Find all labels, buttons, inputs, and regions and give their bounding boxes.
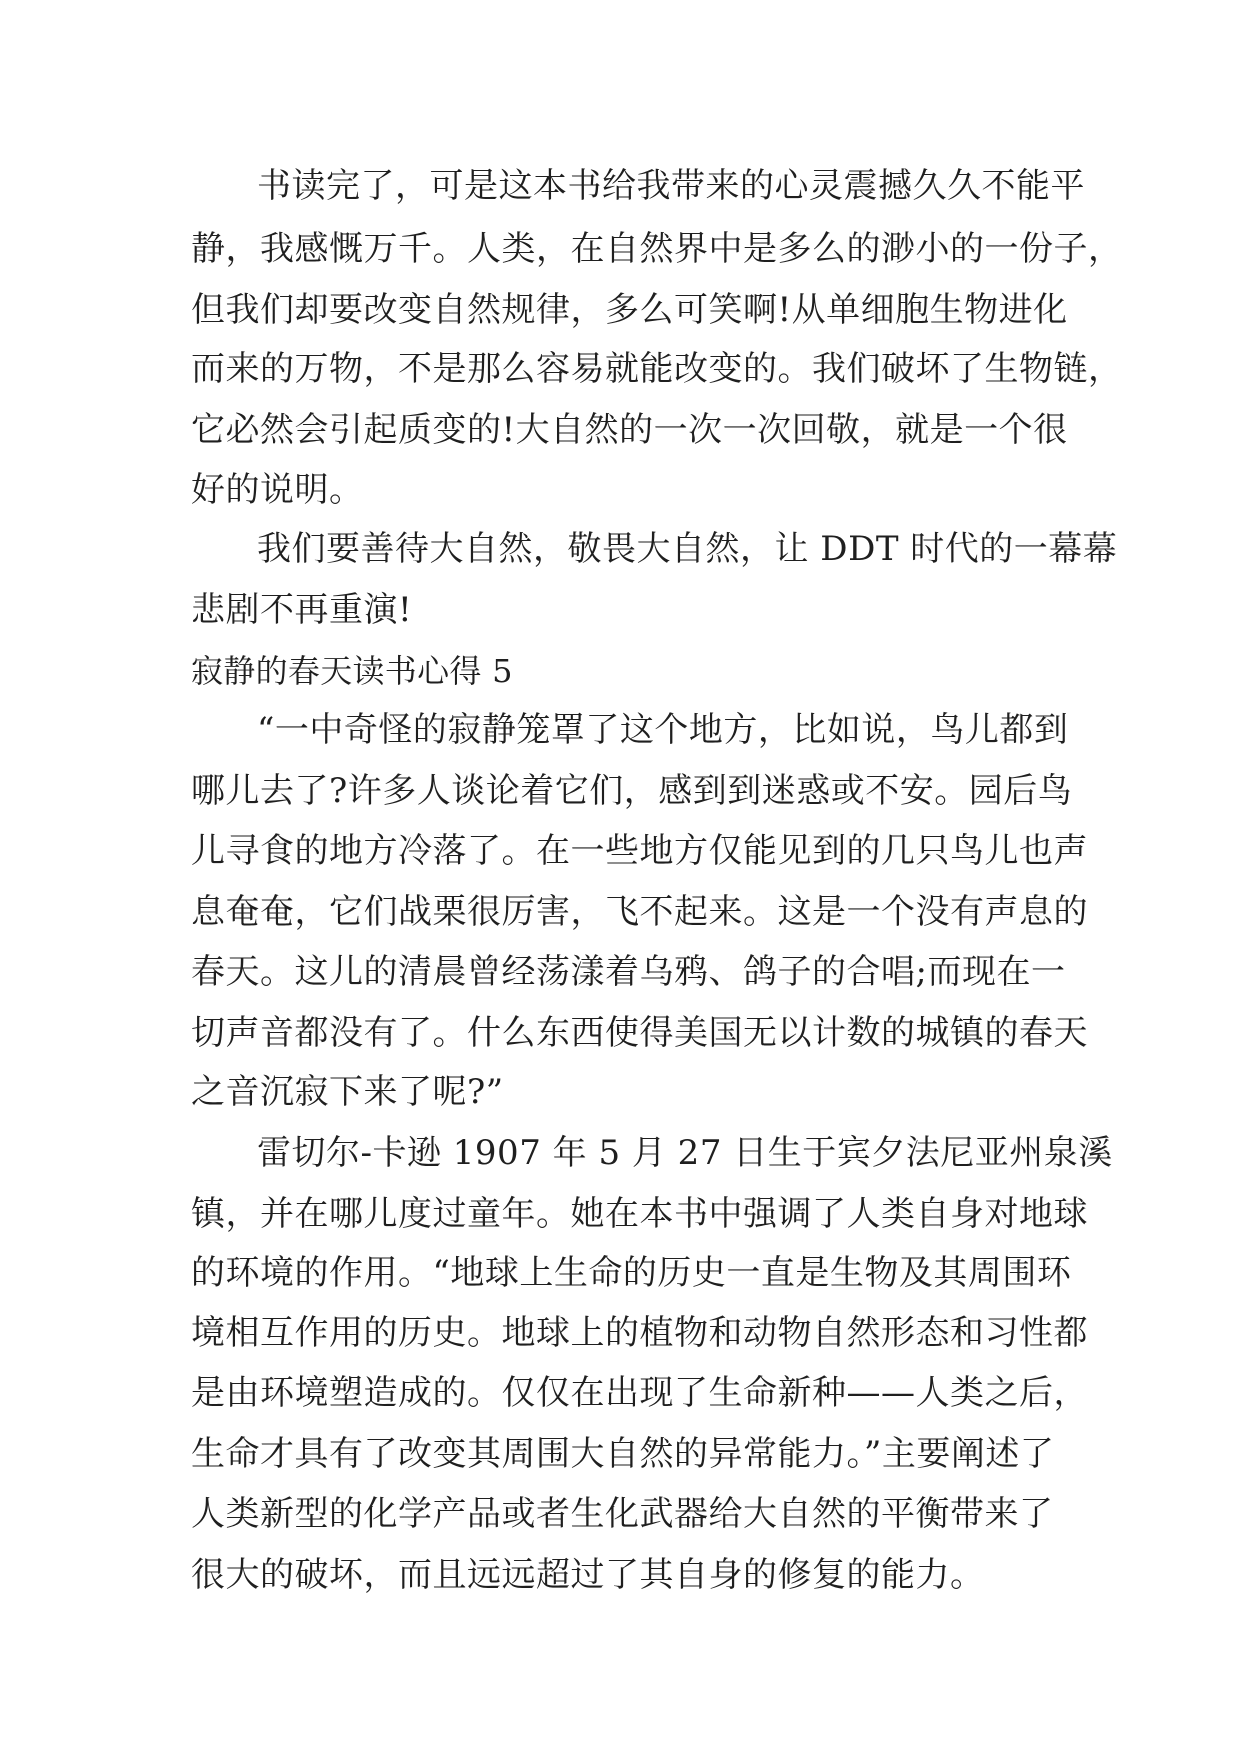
paragraph-line: 春天。这儿的清晨曾经荡漾着乌鸦、鸽子的合唱;而现在一 (191, 952, 1066, 992)
paragraph-line: 我们要善待大自然，敬畏大自然，让 DDT 时代的一幕幕 (257, 529, 1118, 569)
section-heading: 寂静的春天读书心得 5 (191, 652, 513, 690)
paragraph-line: 是由环境塑造成的。仅仅在出现了生命新种——人类之后， (191, 1373, 1088, 1413)
paragraph-line: 儿寻食的地方冷落了。在一些地方仅能见到的几只鸟儿也声 (191, 831, 1088, 871)
paragraph-line: 境相互作用的历史。地球上的植物和动物自然形态和习性都 (191, 1313, 1088, 1353)
paragraph-line: 哪儿去了?许多人谈论着它们，感到到迷惑或不安。园后鸟 (191, 771, 1073, 811)
paragraph-line: 好的说明。 (191, 470, 364, 510)
paragraph-line: 而来的万物，不是那么容易就能改变的。我们破坏了生物链， (191, 349, 1123, 389)
paragraph-line: “一中奇怪的寂静笼罩了这个地方，比如说，鸟儿都到 (257, 710, 1069, 750)
paragraph-line: 它必然会引起质变的!大自然的一次一次回敬，就是一个很 (191, 410, 1068, 450)
paragraph-line: 书读完了，可是这本书给我带来的心灵震撼久久不能平 (257, 166, 1085, 206)
paragraph-line: 的环境的作用。“地球上生命的历史一直是生物及其周围环 (191, 1253, 1072, 1293)
paragraph-line: 人类新型的化学产品或者生化武器给大自然的平衡带来了 (191, 1494, 1054, 1534)
paragraph-line: 静，我感慨万千。人类，在自然界中是多么的渺小的一份子， (191, 229, 1123, 269)
paragraph-line: 但我们却要改变自然规律，多么可笑啊!从单细胞生物进化 (191, 290, 1068, 330)
paragraph-line: 悲剧不再重演! (191, 590, 413, 630)
paragraph-line: 息奄奄，它们战栗很厉害，飞不起来。这是一个没有声息的 (191, 892, 1088, 932)
paragraph-line: 生命才具有了改变其周围大自然的异常能力。”主要阐述了 (191, 1434, 1055, 1474)
paragraph-line: 之音沉寂下来了呢?” (191, 1072, 504, 1112)
paragraph-line: 很大的破坏，而且远远超过了其自身的修复的能力。 (191, 1555, 985, 1595)
paragraph-line: 雷切尔-卡逊 1907 年 5 月 27 日生于宾夕法尼亚州泉溪 (257, 1133, 1113, 1173)
paragraph-line: 切声音都没有了。什么东西使得美国无以计数的城镇的春天 (191, 1013, 1088, 1053)
paragraph-line: 镇，并在哪儿度过童年。她在本书中强调了人类自身对地球 (191, 1194, 1088, 1234)
